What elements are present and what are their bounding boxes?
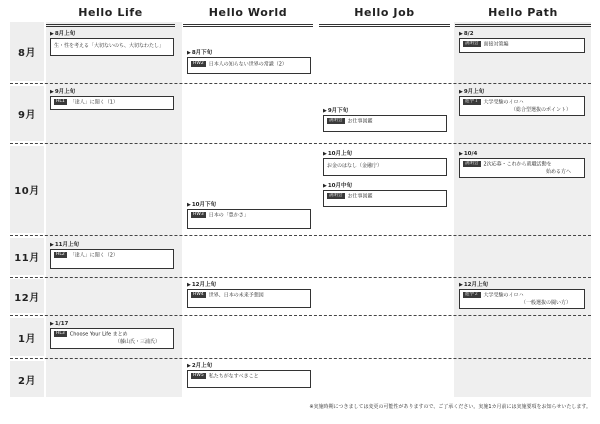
event-box [187, 209, 311, 229]
row-divider [10, 143, 591, 144]
event-sep-job [323, 107, 447, 132]
event-title: 「達人」に聞く（2） [69, 252, 118, 259]
event-label: HL3 [56, 331, 65, 336]
event-box [323, 190, 447, 207]
footnote: ※実施時期につきましては変更の可能性がありますので、ご了承ください。実施1カ月前には実施要項をお知らせいたします。 [309, 404, 591, 410]
event-aug-path [459, 30, 585, 53]
event-oct-world [187, 201, 311, 229]
event-timing: ▶ 10月上旬 [323, 150, 447, 158]
row-divider [10, 358, 591, 359]
event-subtitle: 始める方へ [545, 168, 571, 175]
event-label: 説明会 [465, 161, 479, 166]
event-box [459, 96, 585, 116]
event-title: Choose Your Life まとめ [69, 331, 128, 338]
event-box [50, 96, 174, 110]
event-label: 進学２ [465, 292, 479, 297]
event-timing: ▶ 2月上旬 [187, 362, 311, 370]
month-feb: 2月 [10, 361, 44, 397]
event-box [459, 158, 585, 178]
event-box [323, 115, 447, 132]
event-box [187, 370, 311, 388]
event-sep-path [459, 88, 585, 116]
event-timing: ▶ 9月上旬 [459, 88, 585, 96]
event-box [323, 158, 447, 176]
event-timing: ▶ 1/17 [50, 320, 174, 328]
event-sep-life [50, 88, 174, 110]
event-title: お仕事図鑑 [347, 118, 373, 125]
event-subtitle: （藤山氏・三浦氏） [114, 338, 160, 345]
event-box [50, 38, 174, 56]
event-title: 2次応募・これから就職活動を [483, 161, 552, 168]
event-box [187, 57, 311, 74]
event-oct-job-2 [323, 182, 447, 207]
row-divider [10, 83, 591, 84]
event-label: HW5 [193, 373, 204, 378]
event-subtitle: （一般選抜の闘い方） [520, 299, 571, 306]
event-box [50, 328, 174, 349]
event-dec-path [459, 281, 585, 309]
event-aug-world [187, 49, 311, 74]
path-column-bg [454, 22, 591, 397]
event-oct-job-1 [323, 150, 447, 176]
event-label: 説明会 [329, 118, 343, 123]
month-sep: 9月 [10, 86, 44, 141]
event-label: HW3 [193, 212, 204, 217]
row-divider [10, 315, 591, 316]
header-hello-life: Hello Life [46, 6, 175, 27]
event-label: HL1 [56, 99, 65, 104]
event-timing: ▶ 10/4 [459, 150, 585, 158]
event-title: 「達人」に聞く（1） [69, 99, 118, 106]
event-box [459, 289, 585, 309]
event-aug-life [50, 30, 174, 56]
event-title: お金のはなし（金融庁） [327, 163, 383, 169]
header-hello-path: Hello Path [455, 6, 591, 27]
event-timing: ▶ 12月上旬 [187, 281, 311, 289]
month-aug: 8月 [10, 22, 44, 81]
event-title: 世界、日本の未来予想図 [208, 292, 264, 299]
event-jan-life [50, 320, 174, 349]
event-timing: ▶ 10月下旬 [187, 201, 311, 209]
event-timing: ▶ 9月下旬 [323, 107, 447, 115]
event-timing: ▶ 10月中旬 [323, 182, 447, 190]
month-jan: 1月 [10, 318, 44, 356]
event-label: 説明会 [329, 193, 343, 198]
event-title: 生・性を考える「大切ないのち、大切なわたし」 [54, 43, 165, 49]
header-hello-job: Hello Job [319, 6, 450, 27]
row-divider [10, 235, 591, 236]
event-oct-path [459, 150, 585, 178]
event-title: 日本人の知らない世界の常識（2） [208, 61, 287, 68]
event-label: 説明会 [465, 41, 479, 46]
event-title: 大学受験のイロハ [483, 99, 524, 106]
event-nov-life [50, 241, 174, 269]
event-label: 進学１ [465, 99, 479, 104]
event-timing: ▶ 9月上旬 [50, 88, 174, 96]
event-timing: ▶ 8月下旬 [187, 49, 311, 57]
event-label: HL2 [56, 252, 65, 257]
event-timing: ▶ 12月上旬 [459, 281, 585, 289]
event-box [187, 289, 311, 308]
event-title: 私たちがなすべきこと [208, 373, 259, 380]
event-box [459, 38, 585, 53]
event-feb-world [187, 362, 311, 388]
event-timing: ▶ 11月上旬 [50, 241, 174, 249]
event-title: 大学受験のイロハ [483, 292, 524, 299]
event-label: HW2 [193, 61, 204, 66]
event-box [50, 249, 174, 269]
header-hello-world: Hello World [183, 6, 313, 27]
event-timing: ▶ 8月上旬 [50, 30, 174, 38]
event-title: 面接対策編 [483, 41, 509, 48]
event-subtitle: （総合型選抜のポイント） [510, 106, 571, 113]
month-dec: 12月 [10, 279, 44, 313]
month-oct: 10月 [10, 146, 44, 233]
event-title: お仕事図鑑 [347, 193, 373, 200]
event-title: 日本の「豊かさ」 [208, 212, 249, 219]
month-nov: 11月 [10, 238, 44, 275]
event-label: HW4 [193, 292, 204, 297]
row-divider [10, 277, 591, 278]
event-timing: ▶ 8/2 [459, 30, 585, 38]
event-dec-world [187, 281, 311, 308]
